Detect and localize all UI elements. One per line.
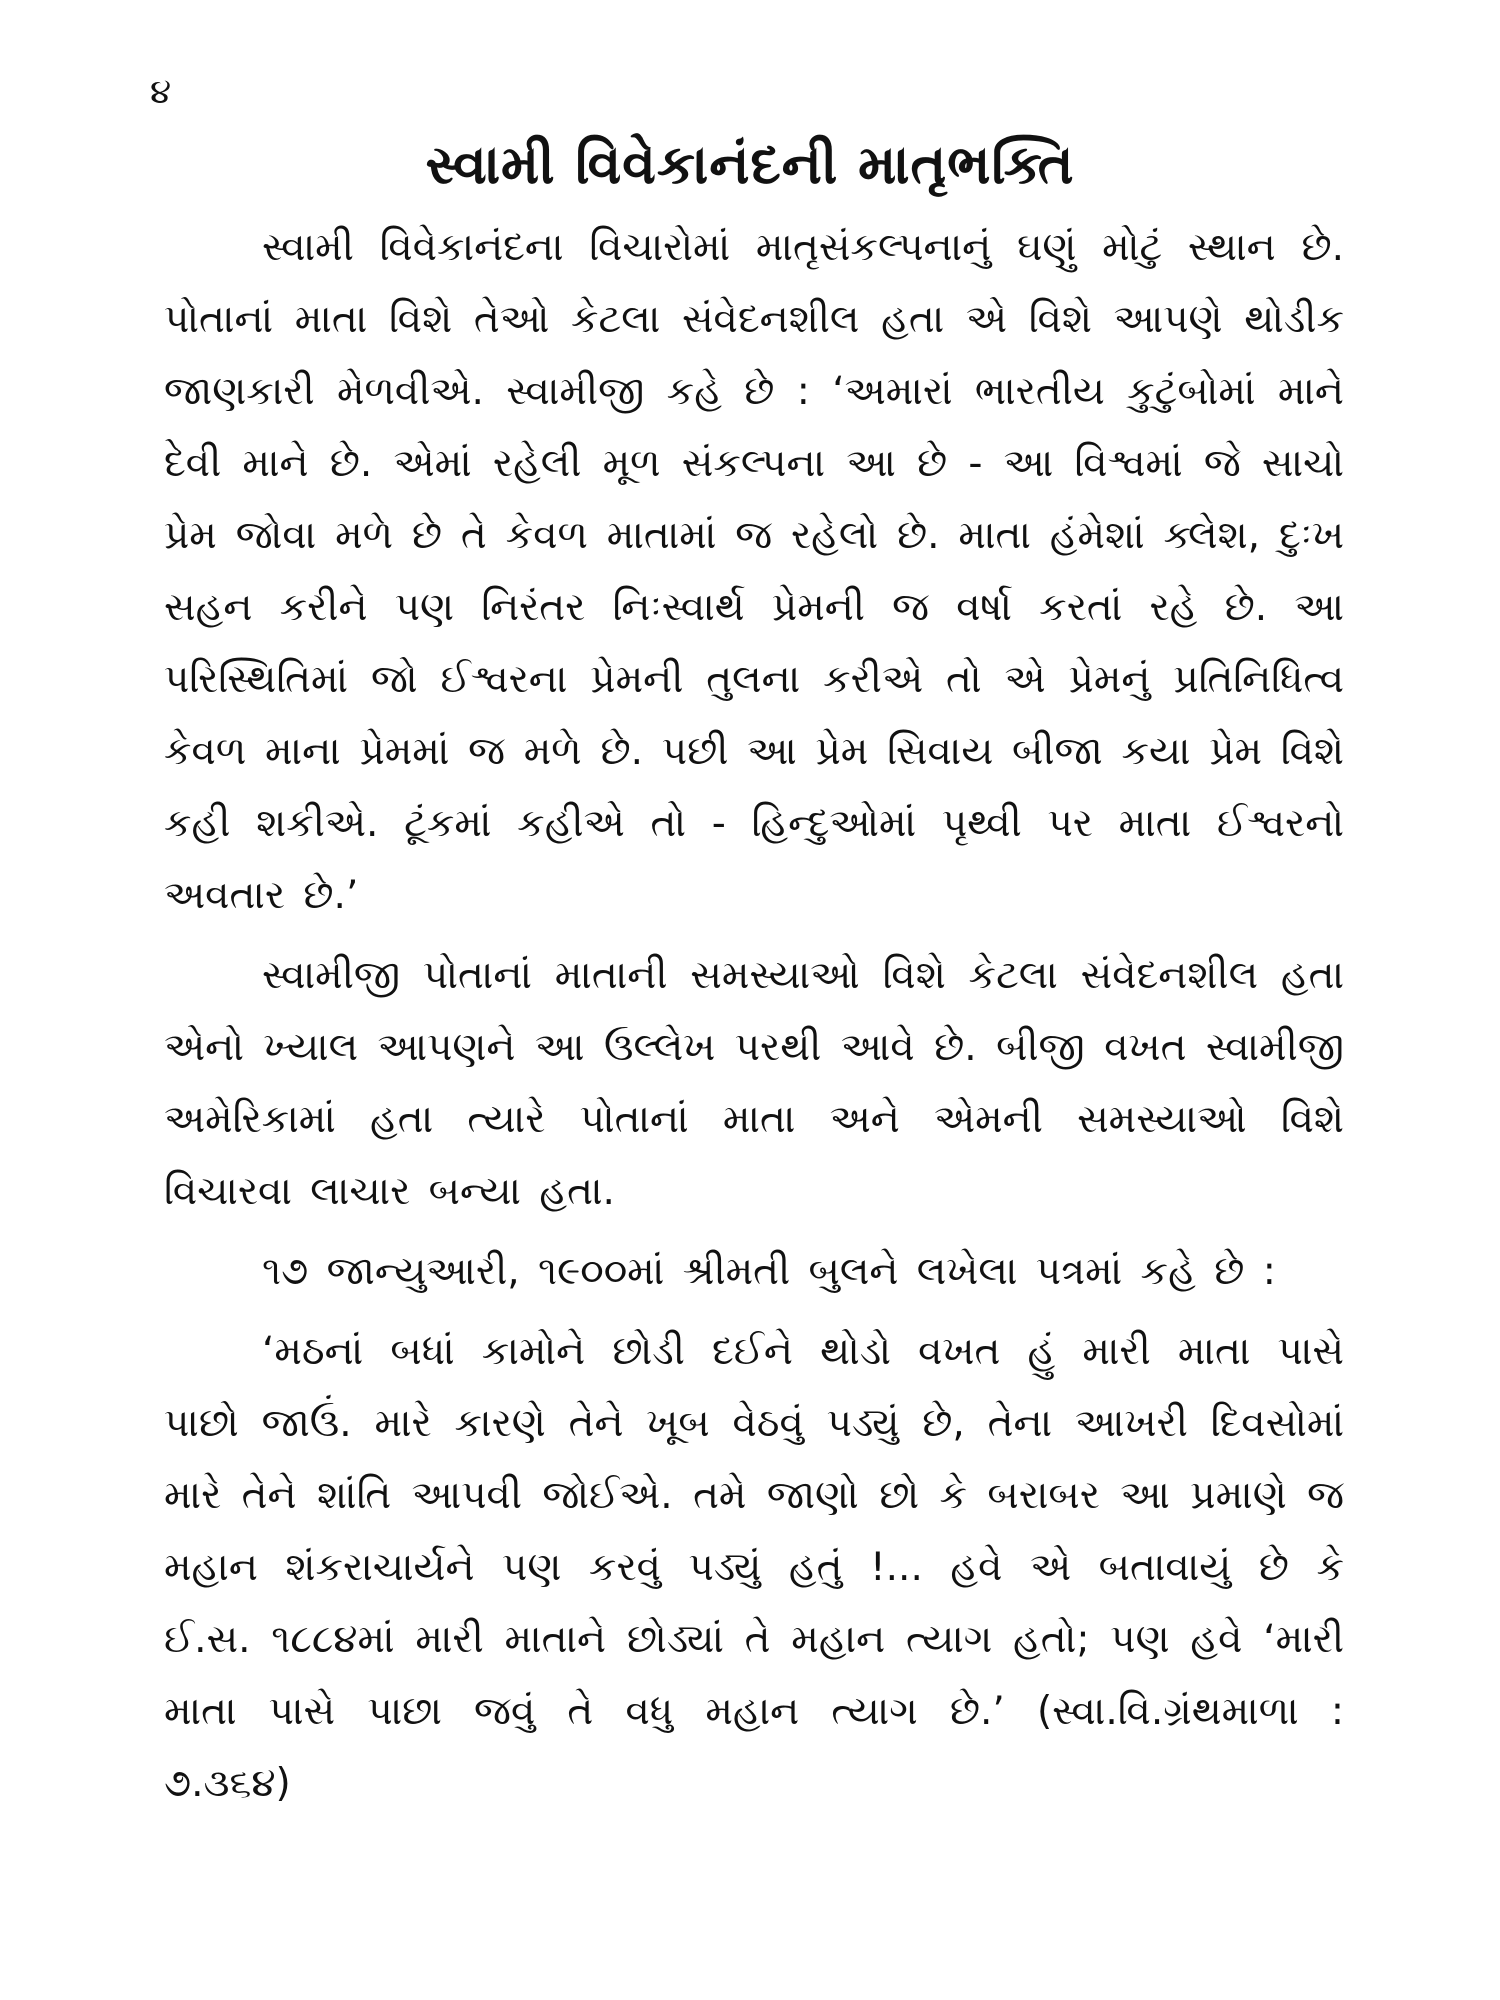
page-number: ૪ — [150, 72, 172, 112]
paragraph: સ્વામી વિવેકાનંદના વિચારોમાં માતૃસંકલ્પનાનું ઘણું મોટું સ્થાન છે. પોતાનાં માતા વિશે તેઓ કેટલા સંવેદનશીલ હતા એ વિશે આપણે થોડીક જાણકારી મેળવીએ. સ્વામીજી કહે છે : ‘અમારાં ભારતીય કુટુંબોમાં માને દેવી માને છે. એમાં રહેલી મૂળ સંકલ્પના આ છે - આ વિશ્વમાં જે સાચો પ્રેમ જોવા મળે છે તે કેવળ માતામાં જ રહેલો છે. માતા હંમેશાં ક્લેશ, દુઃખ સહન કરીને પણ નિરંતર નિઃસ્વાર્થ પ્રેમની જ વર્ષા કરતાં રહે છે. આ પરિસ્થિતિમાં જો ઈશ્વરના પ્રેમની તુલના કરીએ તો એ પ્રેમનું પ્રતિનિધિત્વ કેવળ માના પ્રેમમાં જ મળે છે. પછી આ પ્રેમ સિવાય બીજા કયા પ્રેમ વિશે કહી શકીએ. ટૂંકમાં કહીએ તો - હિન્દુઓમાં પૃથ્વી પર માતા ઈશ્વરનો અવતાર છે.’ — [164, 225, 1344, 918]
paragraph: ૧૭ જાન્યુઆરી, ૧૯૦૦માં શ્રીમતી બુલને લખેલા પત્રમાં કહે છે : — [262, 1249, 1276, 1294]
paragraph: ‘મઠનાં બધાં કામોને છોડી દઈને થોડો વખત હું મારી માતા પાસે પાછો જાઉં. મારે કારણે તેને ખૂબ વેઠવું પડ્યું છે, તેના આખરી દિવસોમાં મારે તેને શાંતિ આપવી જોઈએ. તમે જાણો છો કે બરાબર આ પ્રમાણે જ મહાન શંકરાચાર્યને પણ કરવું પડ્યું હતું !... હવે એ બતાવાયું છે કે ઈ.સ. ૧૮૮૪માં મારી માતાને છોડ્યાં તે મહાન ત્યાગ હતો; પણ હવે ‘મારી માતા પાસે પાછા જવું તે વધુ મહાન ત્યાગ છે.’ (સ્વા.વિ.ગ્રંથમાળા : ૭.૩૬૪) — [164, 1329, 1344, 1806]
paragraph: સ્વામીજી પોતાનાં માતાની સમસ્યાઓ વિશે કેટલા સંવેદનશીલ હતા એનો ખ્યાલ આપણને આ ઉલ્લેખ પરથી આવે છે. બીજી વખત સ્વામીજી અમેરિકામાં હતા ત્યારે પોતાનાં માતા અને એમની સમસ્યાઓ વિશે વિચારવા લાચાર બન્યા હતા. — [164, 953, 1344, 1214]
body-text — [164, 212, 1344, 1820]
chapter-title: સ્વામી વિવેકાનંદની માતૃભક્તિ — [425, 133, 1075, 196]
